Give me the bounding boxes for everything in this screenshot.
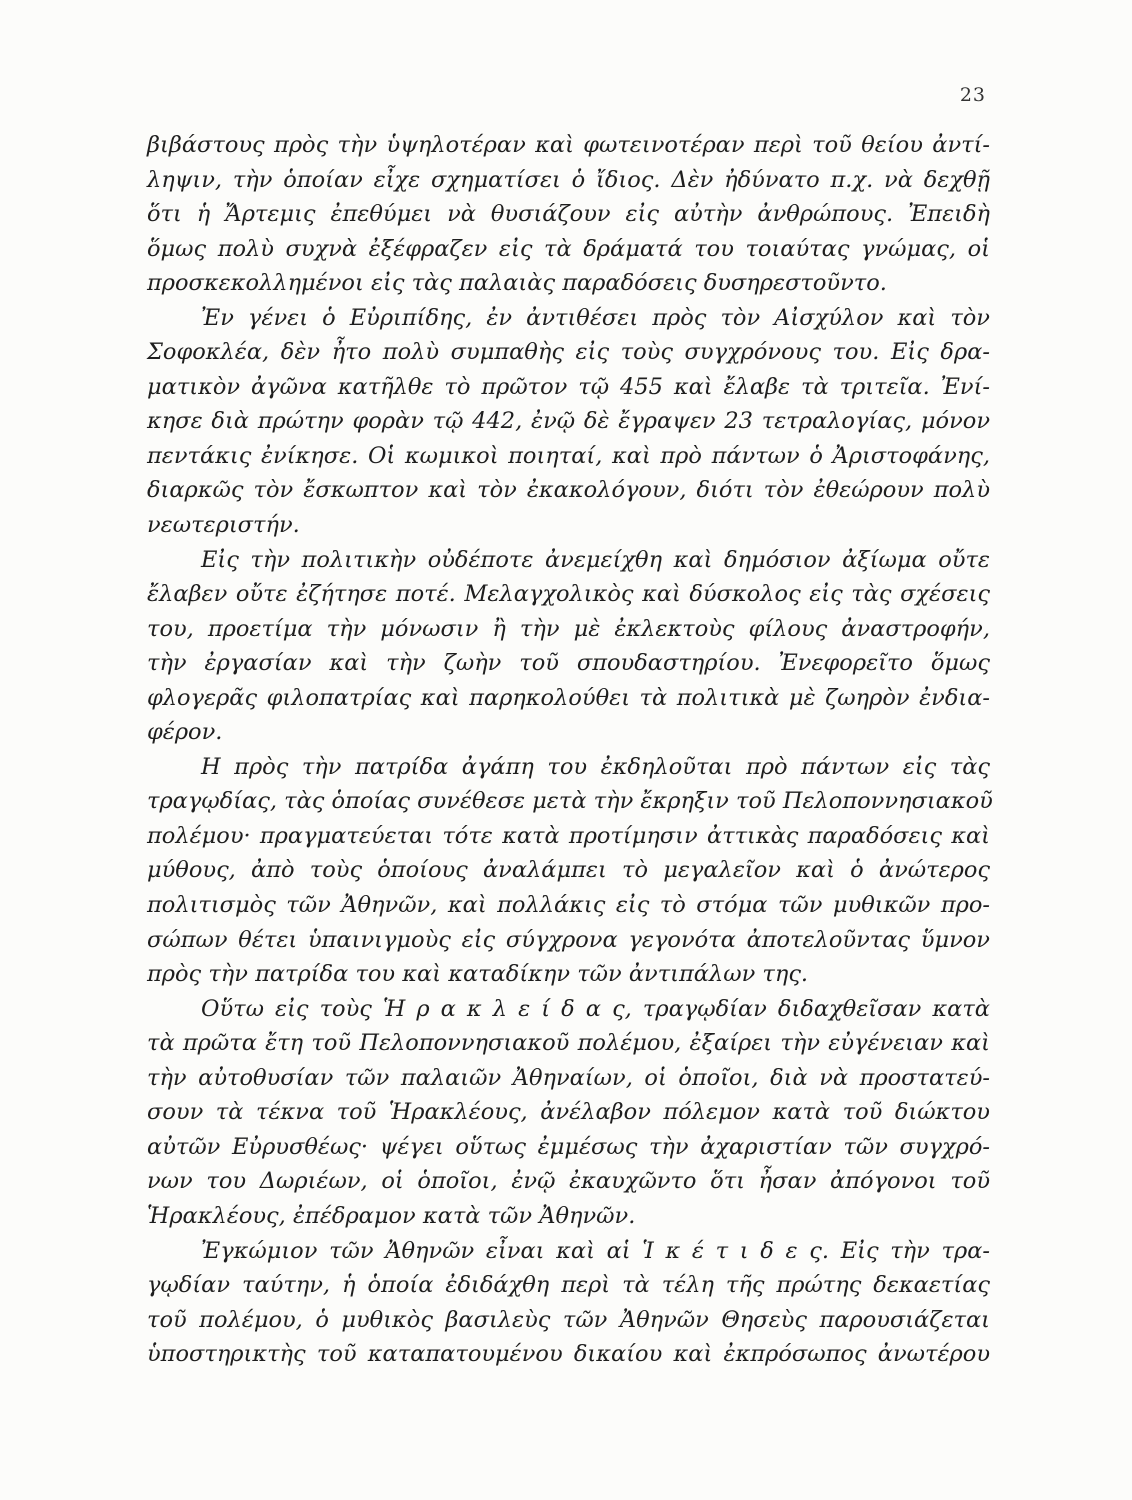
text-line: Σοφοκλέα, δὲν ἦτο πολὺ συμπαθὴς εἰς τοὺς συγχρόνους του. Εἰς δρα- xyxy=(147,339,990,366)
text-line: ὅμως πολὺ συχνὰ ἐξέφραζεν εἰς τὰ δράματά του τοιαύτας γνώμας, οἱ xyxy=(147,235,990,262)
text-line: σουν τὰ τέκνα τοῦ Ἡρακλέους, ἀνέλαβον πόλεμον κατὰ τοῦ διώκτου xyxy=(147,1099,990,1126)
text-line: πολιτισμὸς τῶν Ἀθηνῶν, καὶ πολλάκις εἰς τὸ στόμα τῶν μυθικῶν προ- xyxy=(147,892,990,919)
text-line: τὴν αὐτοθυσίαν τῶν παλαιῶν Ἀθηναίων, οἱ ὁποῖοι, διὰ νὰ προστατεύ- xyxy=(147,1064,990,1091)
text-line: βιβάστους πρὸς τὴν ὑψηλοτέραν καὶ φωτεινοτέραν περὶ τοῦ θείου ἀντί- xyxy=(147,132,990,158)
text-line: πολέμου· πραγματεύεται τότε κατὰ προτίμησιν ἀττικὰς παραδόσεις καὶ xyxy=(147,822,990,849)
text-line: μύθους, ἀπὸ τοὺς ὁποίους ἀναλάμπει τὸ μεγαλεῖον καὶ ὁ ἀνώτερος xyxy=(147,857,990,884)
text-line: φλογερᾶς φιλοπατρίας καὶ παρηκολούθει τὰ πολιτικὰ μὲ ζωηρὸν ἐνδια- xyxy=(147,684,990,711)
text-line: σώπων θέτει ὑπαινιγμοὺς εἰς σύγχρονα γεγονότα ἀποτελοῦντας ὕμνον xyxy=(147,926,990,953)
text-line: νων του Δωριέων, οἱ ὁποῖοι, ἐνῷ ἐκαυχῶντο ὅτι ἦσαν ἀπόγονοι τοῦ xyxy=(147,1168,990,1195)
text-line: διαρκῶς τὸν ἔσκωπτον καὶ τὸν ἐκακολόγουν, διότι τὸν ἐθεώρουν πολὺ xyxy=(147,477,990,504)
text-line: τοῦ πολέμου, ὁ μυθικὸς βασιλεὺς τῶν Ἀθηνῶν Θησεὺς παρουσιάζεται xyxy=(147,1306,990,1333)
text-line: πεντάκις ἐνίκησε. Οἱ κωμικοὶ ποιηταί, καὶ πρὸ πάντων ὁ Ἀριστοφάνης, xyxy=(147,442,990,469)
text-line: Ἐν γένει ὁ Εὐριπίδης, ἐν ἀντιθέσει πρὸς τὸν Αἰσχύλον καὶ τὸν xyxy=(201,304,990,331)
text-line: Ἡρακλέους, ἐπέδραμον κατὰ τῶν Ἀθηνῶν. xyxy=(147,1202,636,1229)
text-line: Ἐγκώμιον τῶν Ἀθηνῶν εἶναι καὶ αἱ Ἱ κ έ τ ι δ ε ς. Εἰς τὴν τρα- xyxy=(201,1237,990,1264)
text-line: του, προετίμα τὴν μόνωσιν ἢ τὴν μὲ ἐκλεκτοὺς φίλους ἀναστροφήν, xyxy=(147,615,990,642)
body-text xyxy=(147,128,993,1372)
text-line: Οὕτω εἰς τοὺς Ἡ ρ α κ λ ε ί δ α ς, τραγῳδίαν διδαχθεῖσαν κατὰ xyxy=(201,995,990,1022)
text-line: φέρον. xyxy=(147,719,223,746)
text-line: ἔλαβεν οὔτε ἐζήτησε ποτέ. Μελαγχολικὸς καὶ δύσκολος εἰς τὰς σχέσεις xyxy=(147,581,990,608)
text-line: κησε διὰ πρώτην φορὰν τῷ 442, ἐνῷ δὲ ἔγραψεν 23 τετραλογίας, μόνον xyxy=(147,408,990,435)
text-line: Η πρὸς τὴν πατρίδα ἀγάπη του ἐκδηλοῦται πρὸ πάντων εἰς τὰς xyxy=(201,753,990,780)
text-line: ματικὸν ἀγῶνα κατῆλθε τὸ πρῶτον τῷ 455 καὶ ἔλαβε τὰ τριτεῖα. Ἐνί- xyxy=(147,373,990,400)
text-line: τὴν ἐργασίαν καὶ τὴν ζωὴν τοῦ σπουδαστηρίου. Ἐνεφορεῖτο ὅμως xyxy=(147,650,990,677)
text-line: τραγῳδίας, τὰς ὁποίας συνέθεσε μετὰ τὴν ἔκρηξιν τοῦ Πελοποννησιακοῦ xyxy=(147,788,993,815)
text-line: πρὸς τὴν πατρίδα του καὶ καταδίκην τῶν ἀντιπάλων της. xyxy=(147,961,809,988)
text-line: ὅτι ἡ Ἄρτεμις ἐπεθύμει νὰ θυσιάζουν εἰς αὐτὴν ἀνθρώπους. Ἐπειδὴ xyxy=(147,201,990,228)
text-line: προσκεκολλημένοι εἰς τὰς παλαιὰς παραδόσεις δυσηρεστοῦντο. xyxy=(147,270,887,297)
text-line: γῳδίαν ταύτην, ἡ ὁποία ἐδιδάχθη περὶ τὰ τέλη τῆς πρώτης δεκαετίας xyxy=(147,1272,990,1299)
text-line: ληψιν, τὴν ὁποίαν εἶχε σχηματίσει ὁ ἴδιος. Δὲν ἠδύνατο π.χ. νὰ δεχθῇ xyxy=(147,166,990,193)
text-line: τὰ πρῶτα ἔτη τοῦ Πελοποννησιακοῦ πολέμου, ἐξαίρει τὴν εὐγένειαν καὶ xyxy=(147,1030,990,1057)
text-line: ὑποστηρικτὴς τοῦ καταπατουμένου δικαίου καὶ ἐκπρόσωπος ἀνωτέρου xyxy=(147,1341,990,1368)
page-number: 23 xyxy=(959,84,986,106)
text-line: αὐτῶν Εὐρυσθέως· ψέγει οὕτως ἐμμέσως τὴν ἀχαριστίαν τῶν συγχρό- xyxy=(147,1133,990,1160)
text-line: Εἰς τὴν πολιτικὴν οὐδέποτε ἀνεμείχθη καὶ δημόσιον ἀξίωμα οὔτε xyxy=(201,546,990,573)
text-line: νεωτεριστήν. xyxy=(147,512,300,539)
